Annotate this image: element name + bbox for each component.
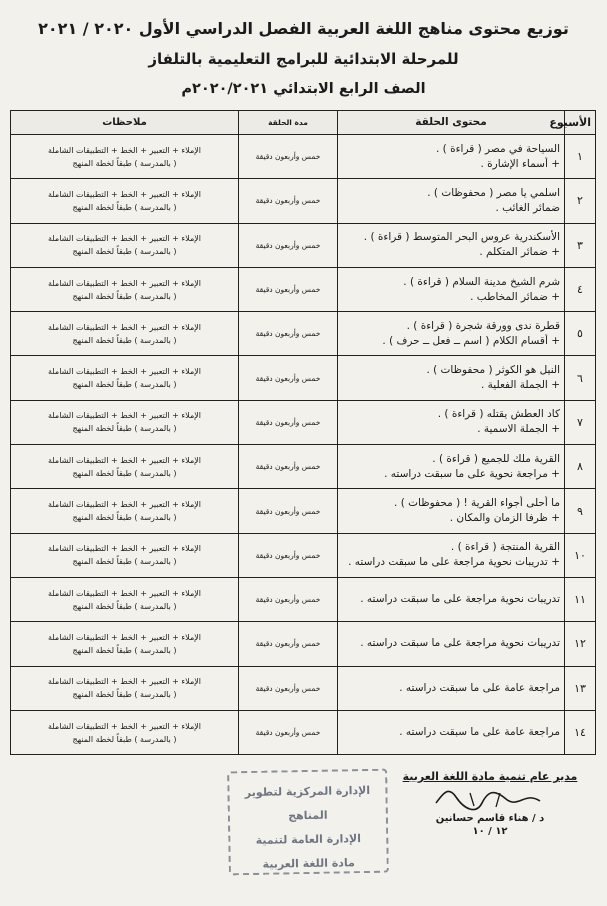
content-line: + مراجعة نحوية على ما سبقت دراسته . <box>384 467 560 480</box>
week-number-cell: ٤ <box>565 267 596 311</box>
table-body <box>11 135 596 755</box>
notes-line: الإملاء + التعبير + الخط + التطبيقات الشاملة <box>47 455 202 465</box>
episode-content-cell <box>338 710 565 754</box>
content-line: + أسماء الإشارة . <box>480 157 560 170</box>
notes-line: ( بالمدرسة ) طبقاً لخطة المنهج <box>72 601 177 611</box>
notes-line: ( بالمدرسة ) طبقاً لخطة المنهج <box>72 513 177 523</box>
notes-line: ( بالمدرسة ) طبقاً لخطة المنهج <box>72 247 177 257</box>
content-line: + ضمائر المخاطب . <box>470 290 560 303</box>
document-header <box>0 14 607 104</box>
content-line: السياحة في مصر ( قراءة ) . <box>436 142 560 155</box>
notes-cell <box>11 135 239 179</box>
episode-content-cell <box>338 179 565 223</box>
episode-content-cell <box>338 533 565 577</box>
notes-line: الإملاء + التعبير + الخط + التطبيقات الشاملة <box>47 145 202 155</box>
duration-cell: خمس وأربعون دقيقة <box>239 622 338 666</box>
episode-content-cell <box>338 356 565 400</box>
week-number-cell: ١٢ <box>565 622 596 666</box>
notes-line: الإملاء + التعبير + الخط + التطبيقات الشاملة <box>47 189 202 199</box>
episode-content-cell <box>338 577 565 621</box>
duration-cell: خمس وأربعون دقيقة <box>239 666 338 710</box>
content-line: + الجملة الفعلية . <box>481 379 560 392</box>
notes-line: ( بالمدرسة ) طبقاً لخطة المنهج <box>72 291 177 301</box>
episode-content-cell <box>338 267 565 311</box>
table-row <box>11 445 596 489</box>
notes-cell <box>11 356 239 400</box>
table-row <box>11 312 596 356</box>
notes-cell <box>11 533 239 577</box>
content-line: مراجعة عامة على ما سبقت دراسته . <box>399 726 560 738</box>
notes-cell <box>11 489 239 533</box>
duration-cell: خمس وأربعون دقيقة <box>239 312 338 356</box>
notes-line: الإملاء + التعبير + الخط + التطبيقات الشاملة <box>47 411 202 421</box>
table-row <box>11 223 596 267</box>
notes-cell <box>11 577 239 621</box>
content-line: + ظرفا الزمان والمكان . <box>449 512 560 525</box>
episode-content-cell <box>338 489 565 533</box>
week-number-cell: ٩ <box>565 489 596 533</box>
duration-cell: خمس وأربعون دقيقة <box>239 400 338 444</box>
notes-line: الإملاء + التعبير + الخط + التطبيقات الشاملة <box>47 588 202 598</box>
stamp-line: مادة اللغة العربية <box>262 856 355 871</box>
duration-cell: خمس وأربعون دقيقة <box>239 489 338 533</box>
week-number-cell: ١١ <box>565 577 596 621</box>
header-title: توزيع محتوى مناهج اللغة العربية الفصل الدراسي الأول ٢٠٢٠ / ٢٠٢١ <box>38 19 569 38</box>
content-line: القرية ملك للجميع ( قراءة ) . <box>432 452 560 465</box>
notes-cell <box>11 445 239 489</box>
week-number-cell: ٣ <box>565 223 596 267</box>
table-row <box>11 179 596 223</box>
notes-line: ( بالمدرسة ) طبقاً لخطة المنهج <box>72 202 177 212</box>
table-row <box>11 135 596 179</box>
episode-content-cell <box>338 312 565 356</box>
content-line: النيل هو الكوثر ( محفوظات ) . <box>426 364 560 377</box>
curriculum-table <box>10 110 596 755</box>
episode-content-cell <box>338 400 565 444</box>
notes-line: الإملاء + التعبير + الخط + التطبيقات الشاملة <box>47 367 202 377</box>
signature-name: د / هناء قاسم حسانين <box>435 813 545 824</box>
notes-cell <box>11 666 239 710</box>
notes-line: الإملاء + التعبير + الخط + التطبيقات الشاملة <box>47 544 202 554</box>
column-header-duration: مدة الحلقة <box>239 111 338 135</box>
duration-cell: خمس وأربعون دقيقة <box>239 356 338 400</box>
notes-line: ( بالمدرسة ) طبقاً لخطة المنهج <box>72 557 177 567</box>
notes-line: الإملاء + التعبير + الخط + التطبيقات الشاملة <box>47 677 202 687</box>
duration-cell: خمس وأربعون دقيقة <box>239 445 338 489</box>
notes-cell <box>11 622 239 666</box>
content-line: كاد العطش يقتله ( قراءة ) . <box>437 408 560 421</box>
week-number-cell: ٦ <box>565 356 596 400</box>
content-line: قطرة ندى وورقة شجرة ( قراءة ) . <box>406 319 560 332</box>
episode-content-cell <box>338 666 565 710</box>
notes-cell <box>11 223 239 267</box>
official-stamp <box>227 769 389 876</box>
content-line: + تدريبات نحوية مراجعة على ما سبقت دراسته . <box>348 556 560 569</box>
notes-cell <box>11 400 239 444</box>
notes-cell <box>11 179 239 223</box>
duration-cell: خمس وأربعون دقيقة <box>239 267 338 311</box>
content-line: تدريبات نحوية مراجعة على ما سبقت دراسته . <box>360 593 560 606</box>
handwritten-signature <box>430 787 550 811</box>
notes-line: ( بالمدرسة ) طبقاً لخطة المنهج <box>72 468 177 478</box>
column-header-content: محتوى الحلقة <box>338 111 565 135</box>
table-row <box>11 267 596 311</box>
notes-line: الإملاء + التعبير + الخط + التطبيقات الشاملة <box>47 500 202 510</box>
notes-cell <box>11 312 239 356</box>
week-number-cell: ١٤ <box>565 710 596 754</box>
table-row <box>11 356 596 400</box>
content-line: الأسكندرية عروس البحر المتوسط ( قراءة ) . <box>363 231 560 244</box>
table-header-row <box>11 111 596 135</box>
table-row <box>11 400 596 444</box>
signature-title: مدير عام تنمية مادة اللغة العربية <box>402 770 578 783</box>
duration-cell: خمس وأربعون دقيقة <box>239 710 338 754</box>
episode-content-cell <box>338 223 565 267</box>
episode-content-cell <box>338 445 565 489</box>
week-number-cell: ١٣ <box>565 666 596 710</box>
content-line: مراجعة عامة على ما سبقت دراسته . <box>399 681 560 694</box>
notes-line: ( بالمدرسة ) طبقاً لخطة المنهج <box>72 380 177 390</box>
notes-line: ( بالمدرسة ) طبقاً لخطة المنهج <box>72 158 177 168</box>
duration-cell: خمس وأربعون دقيقة <box>239 179 338 223</box>
week-number-cell: ١ <box>565 135 596 179</box>
week-number-cell: ١٠ <box>565 533 596 577</box>
content-line: ما أحلى أجواء القرية ! ( محفوظات ) . <box>394 497 560 510</box>
content-line: + الجملة الاسمية . <box>477 423 560 436</box>
notes-line: الإملاء + التعبير + الخط + التطبيقات الشاملة <box>47 322 202 332</box>
notes-cell <box>11 267 239 311</box>
table-row <box>11 489 596 533</box>
signature-date: ١٢ / ١٠ <box>472 826 508 837</box>
header-grade: الصف الرابع الابتدائي ٢٠٢٠/٢٠٢١م <box>181 81 426 97</box>
content-line: تدريبات نحوية مراجعة على ما سبقت دراسته . <box>360 637 560 650</box>
header-subtitle: للمرحلة الابتدائية للبرامج التعليمية بالتلفاز <box>148 50 459 68</box>
week-number-cell: ٢ <box>565 179 596 223</box>
duration-cell: خمس وأربعون دقيقة <box>239 135 338 179</box>
signature-block <box>395 770 585 837</box>
notes-line: ( بالمدرسة ) طبقاً لخطة المنهج <box>72 335 177 345</box>
stamp-line: الإدارة العامة لتنمية <box>255 832 362 847</box>
week-number-cell: ٨ <box>565 445 596 489</box>
table-row <box>11 666 596 710</box>
content-line: اسلمي يا مصر ( محفوظات ) . <box>427 186 560 199</box>
duration-cell: خمس وأربعون دقيقة <box>239 223 338 267</box>
table-row <box>11 577 596 621</box>
content-line: القرية المنتجة ( قراءة ) . <box>450 541 560 554</box>
notes-line: الإملاء + التعبير + الخط + التطبيقات الشاملة <box>47 632 202 642</box>
notes-line: ( بالمدرسة ) طبقاً لخطة المنهج <box>72 645 177 655</box>
notes-line: الإملاء + التعبير + الخط + التطبيقات الشاملة <box>47 278 202 288</box>
duration-cell: خمس وأربعون دقيقة <box>239 533 338 577</box>
content-line: ضمائر الغائب . <box>495 201 560 214</box>
column-header-notes: ملاحظات <box>11 111 239 135</box>
notes-line: الإملاء + التعبير + الخط + التطبيقات الشاملة <box>47 234 202 244</box>
stamp-line: الإدارة المركزية لتطوير المناهج <box>244 783 371 823</box>
week-number-cell: ٥ <box>565 312 596 356</box>
duration-cell: خمس وأربعون دقيقة <box>239 577 338 621</box>
notes-line: ( بالمدرسة ) طبقاً لخطة المنهج <box>72 424 177 434</box>
episode-content-cell <box>338 135 565 179</box>
content-line: شرم الشيخ مدينة السلام ( قراءة ) . <box>403 275 560 288</box>
notes-line: الإملاء + التعبير + الخط + التطبيقات الشاملة <box>47 721 202 731</box>
week-number-cell: ٧ <box>565 400 596 444</box>
notes-cell <box>11 710 239 754</box>
column-header-week: الأسبوع <box>565 111 596 135</box>
table-row <box>11 710 596 754</box>
table-row <box>11 622 596 666</box>
content-line: + أقسام الكلام ( اسم ــ فعل ــ حرف ) . <box>382 334 560 347</box>
notes-line: ( بالمدرسة ) طبقاً لخطة المنهج <box>72 734 177 744</box>
notes-line: ( بالمدرسة ) طبقاً لخطة المنهج <box>72 690 177 700</box>
content-line: + ضمائر المتكلم . <box>479 246 560 259</box>
table-row <box>11 533 596 577</box>
episode-content-cell <box>338 622 565 666</box>
